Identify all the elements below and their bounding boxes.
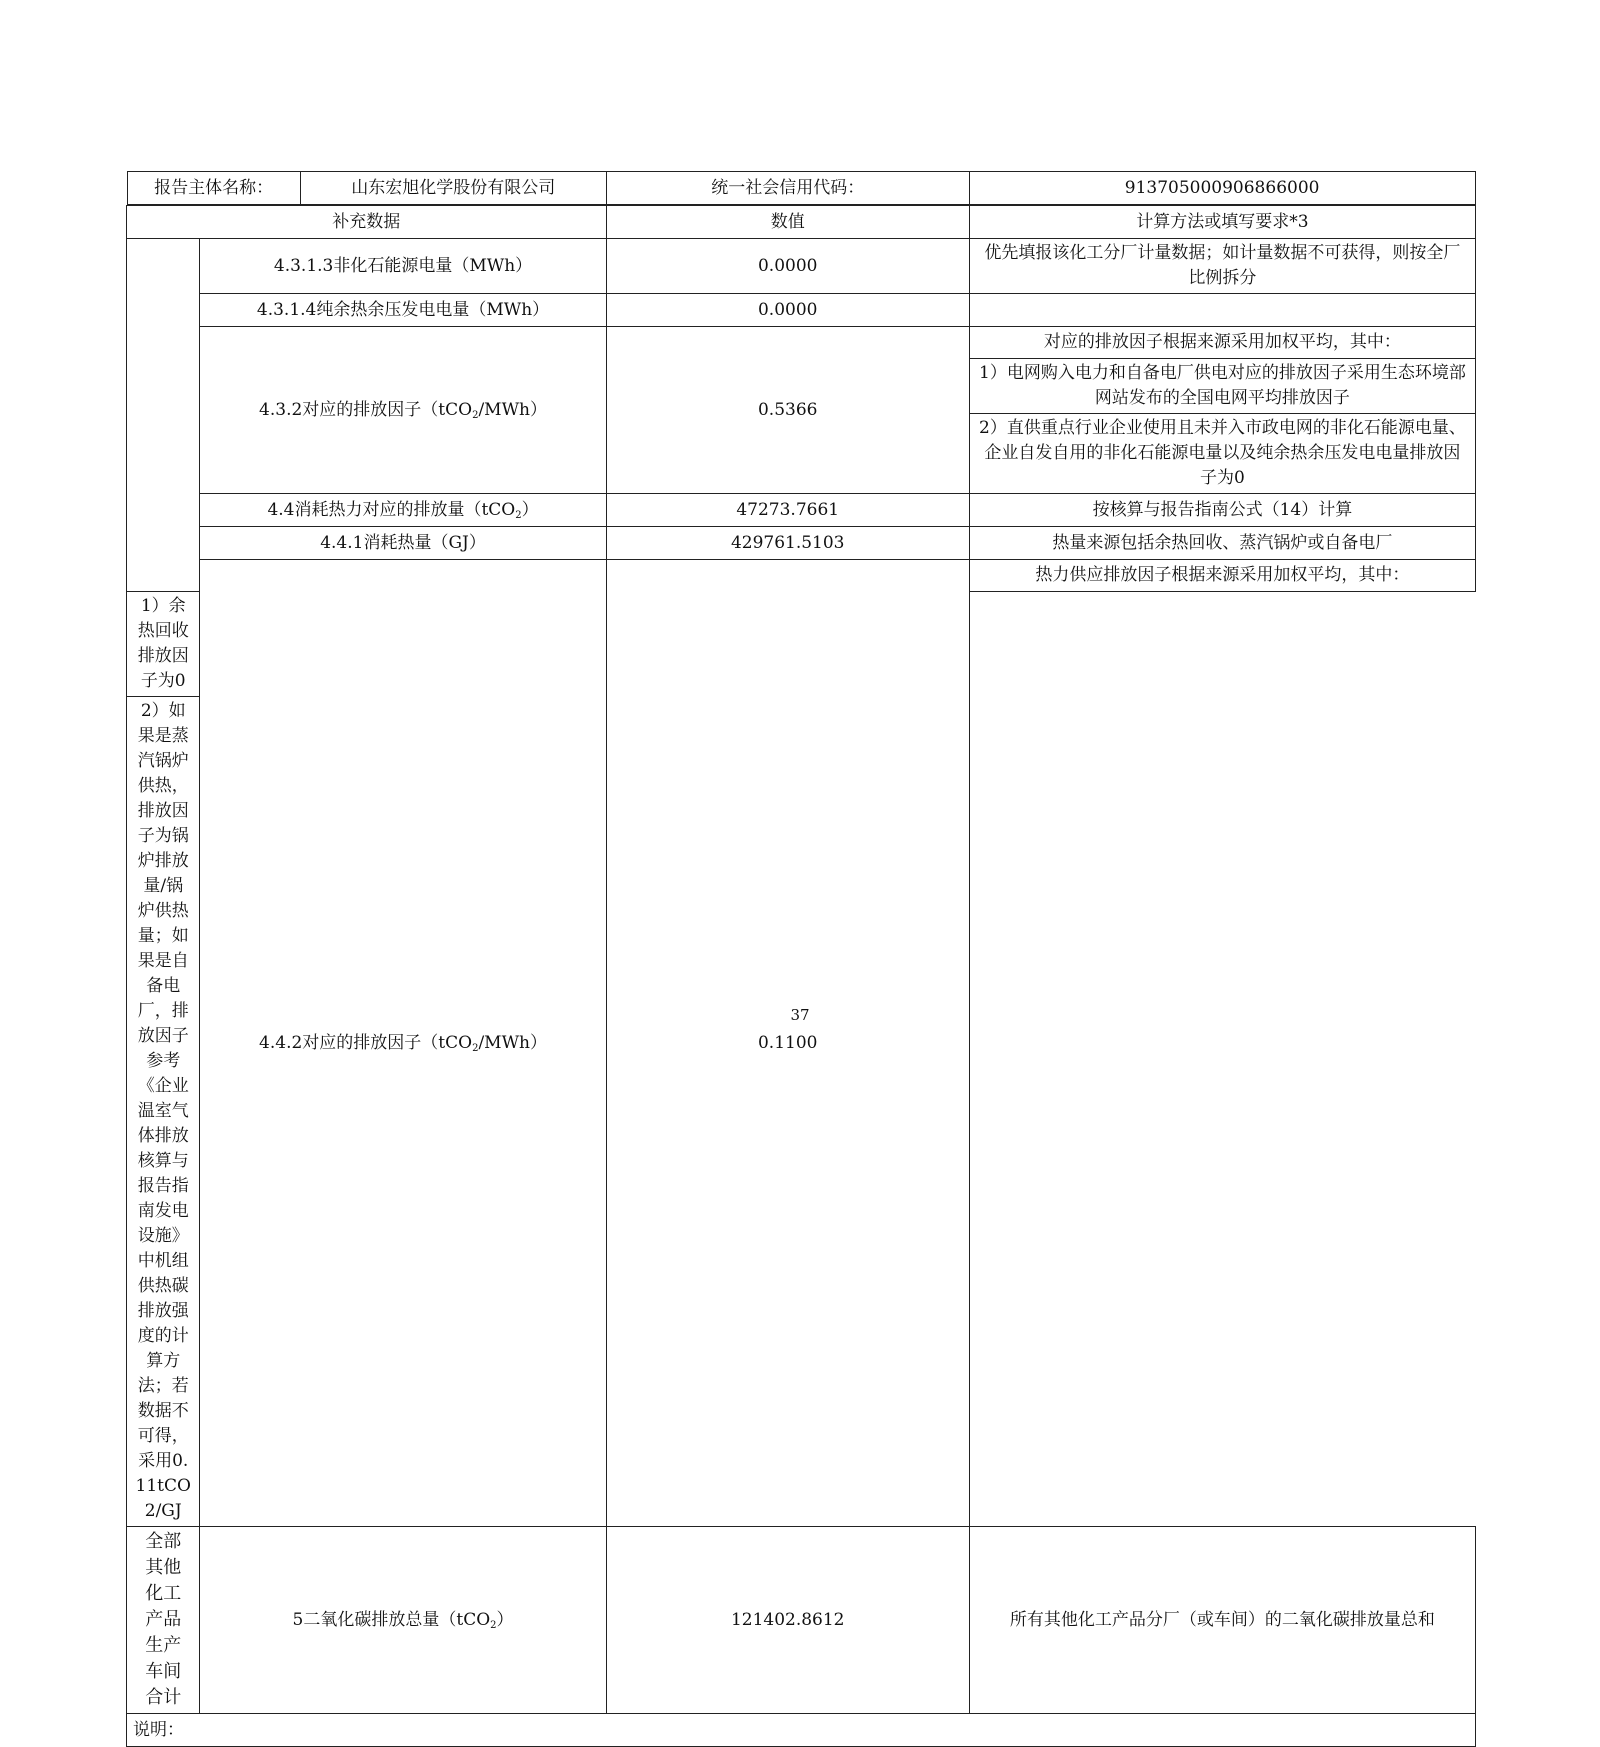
row-label: 4.3.1.3非化石能源电量（MWh） [200,239,606,294]
row-label [200,327,606,494]
row-value: 0.1100 [606,560,969,1527]
page-number: 37 [790,1006,810,1024]
row-label-text: 4.3.2对应的排放因子（tCO [259,399,473,420]
table-row [127,494,1476,527]
entity-label: 报告主体名称： [127,172,300,205]
table-row-total [127,1527,1476,1714]
credit-code-value: 913705000906866000 [969,172,1475,205]
group-cell-empty [127,239,200,592]
row-method-item-2: 2）如果是蒸汽锅炉供热，排放因子为锅炉排放量/锅炉供热量；如果是自备电厂，排放因子参考《企业温室气体排放核算与报告指南发电设施》中机组供热碳排放强度的计算方法；若数据不可得，采用0.11tCO2/GJ [127,697,200,1527]
entity-name: 山东宏旭化学股份有限公司 [300,172,606,205]
row-label [200,560,606,1527]
credit-code-label: 统一社会信用代码： [606,172,969,205]
table-row [127,527,1476,560]
table-row [127,239,1476,294]
row-method-item-2: 2）直供重点行业企业使用且未并入市政电网的非化石能源电量、企业自发自用的非化石能源电量以及纯余热余压发电电量排放因子为0 [969,414,1475,494]
header-row [127,171,1476,206]
table-row [127,560,1476,592]
emission-report-table [126,171,1476,1747]
row-label [200,1527,606,1714]
row-label-unit: ） [496,1609,514,1630]
row-method: 热量来源包括余热回收、蒸汽锅炉或自备电厂 [969,527,1475,560]
table-row [127,294,1476,327]
row-label: 4.3.1.4纯余热余压发电电量（MWh） [200,294,606,327]
table-row [127,327,1476,359]
group-label: 全部其他化工产品生产车间合计 [127,1527,200,1714]
row-label-unit: /MWh） [478,1032,548,1053]
row-label-unit: ） [521,499,539,520]
row-label-subscript: 2 [472,409,479,421]
row-label-text: 5二氧化碳排放总量（tCO [292,1609,491,1630]
row-method-intro: 对应的排放因子根据来源采用加权平均，其中： [969,327,1475,359]
row-label-text: 4.4消耗热力对应的排放量（tCO [267,499,516,520]
row-method: 所有其他化工产品分厂（或车间）的二氧化碳排放量总和 [969,1527,1475,1714]
row-label-subscript: 2 [515,509,522,521]
column-header-row [127,206,1476,239]
footer-row [127,1714,1476,1747]
row-value: 47273.7661 [606,494,969,527]
row-value: 0.5366 [606,327,969,494]
row-method: 优先填报该化工分厂计量数据；如计量数据不可获得，则按全厂比例拆分 [969,239,1475,294]
column-header-value: 数值 [606,206,969,239]
row-method [969,294,1475,327]
row-label-text: 4.4.2对应的排放因子（tCO [259,1032,473,1053]
row-label-subscript: 2 [472,1042,479,1054]
note-label: 说明： [127,1714,1476,1747]
row-value: 121402.8612 [606,1527,969,1714]
row-value: 0.0000 [606,239,969,294]
row-method-intro: 热力供应排放因子根据来源采用加权平均，其中： [969,560,1475,592]
row-label-subscript: 2 [490,1619,497,1631]
row-label [200,494,606,527]
row-method-item-1: 1）余热回收排放因子为0 [127,592,200,697]
row-value: 0.0000 [606,294,969,327]
row-label-unit: /MWh） [478,399,548,420]
row-label: 4.4.1消耗热量（GJ） [200,527,606,560]
column-header-method: 计算方法或填写要求*3 [969,206,1475,239]
column-header-supplement: 补充数据 [127,206,607,239]
row-method-item-1: 1）电网购入电力和自备电厂供电对应的排放因子采用生态环境部网站发布的全国电网平均排放因子 [969,359,1475,414]
row-value: 429761.5103 [606,527,969,560]
row-method: 按核算与报告指南公式（14）计算 [969,494,1475,527]
